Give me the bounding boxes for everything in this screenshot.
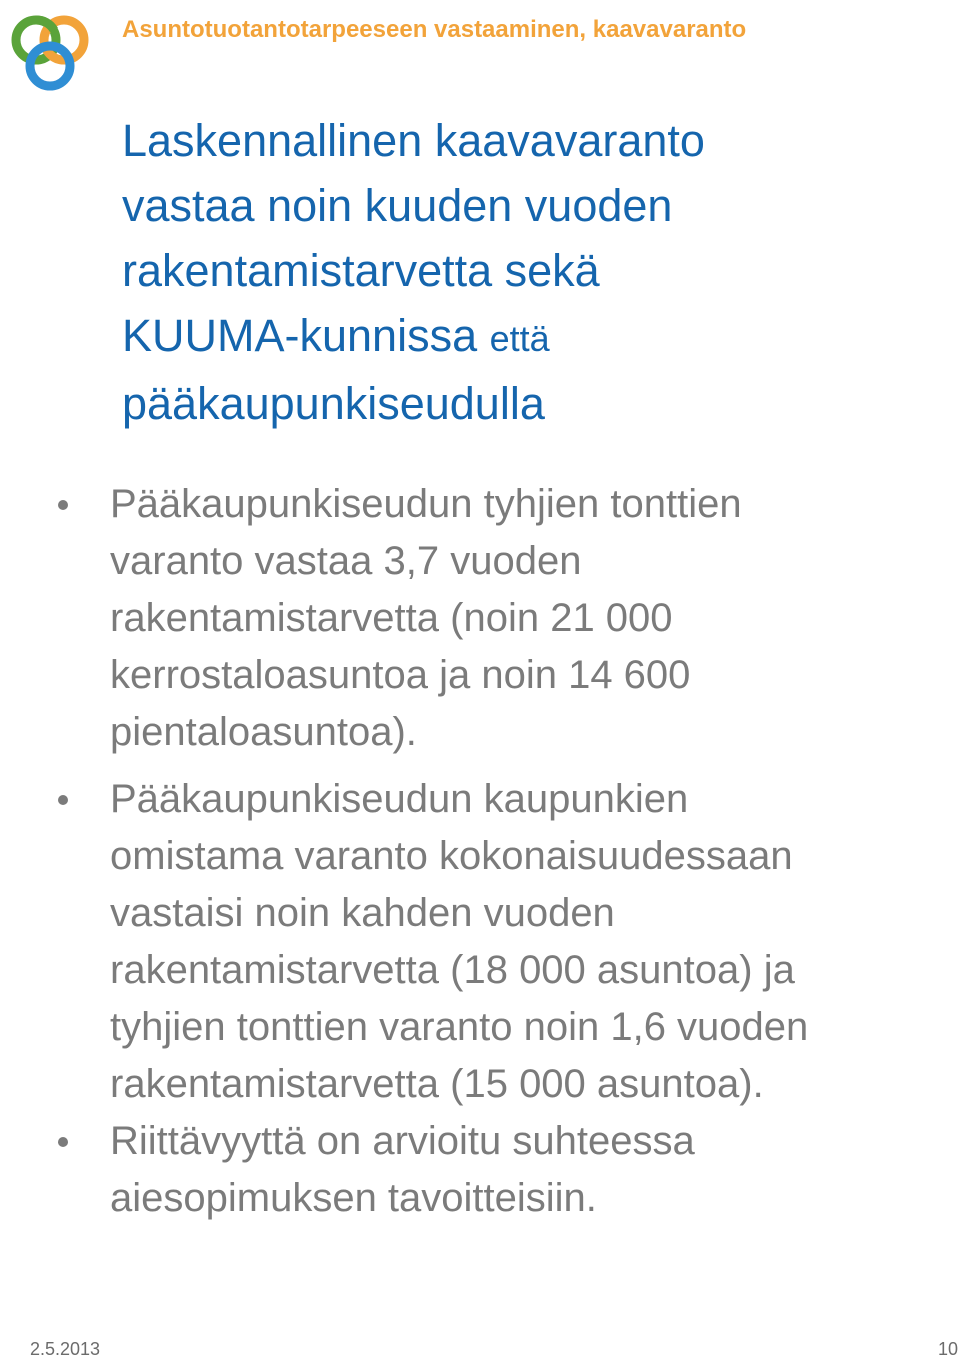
bullet-line: Pääkaupunkiseudun kaupunkien	[110, 777, 689, 821]
bullet-line: rakentamistarvetta (15 000 asuntoa).	[110, 1062, 764, 1106]
bullet-line: vastaisi noin kahden vuoden	[110, 891, 615, 935]
bullet-line: varanto vastaa 3,7 vuoden	[110, 539, 582, 583]
bullet-line: omistama varanto kokonaisuudessaan	[110, 834, 793, 878]
header-title: Asuntotuotantotarpeeseen vastaaminen, kaavavaranto	[122, 16, 747, 43]
title-line: pääkaupunkiseudulla	[122, 378, 545, 429]
bullet-line: tyhjien tonttien varanto noin 1,6 vuoden	[110, 1005, 809, 1049]
bullet-item	[58, 771, 938, 1113]
bullet-line: rakentamistarvetta (noin 21 000	[110, 596, 673, 640]
bullet-line: aiesopimuksen tavoitteisiin.	[110, 1176, 597, 1220]
bullet-line: Pääkaupunkiseudun tyhjien tonttien	[110, 482, 742, 526]
title-line-kuuma	[122, 303, 922, 371]
bullet-line: pientaloasuntoa).	[110, 710, 417, 754]
bullet-dot-icon	[58, 1137, 68, 1147]
title-line-part: että	[489, 318, 550, 359]
title-line: Laskennallinen kaavavaranto	[122, 115, 705, 166]
footer-date: 2.5.2013	[30, 1339, 101, 1359]
slide-title	[122, 108, 922, 436]
logo-icon	[6, 6, 98, 98]
bullet-dot-icon	[58, 795, 68, 805]
title-line-part: KUUMA-kunnissa	[122, 310, 478, 361]
bullet-item	[58, 476, 938, 761]
bullet-item	[58, 1113, 938, 1227]
bullet-list	[58, 476, 938, 1227]
bullet-line: rakentamistarvetta (18 000 asuntoa) ja	[110, 948, 795, 992]
page-number: 10	[937, 1339, 958, 1359]
bullet-dot-icon	[58, 500, 68, 510]
title-line: rakentamistarvetta sekä	[122, 245, 600, 296]
bullet-line: Riittävyyttä on arvioitu suhteessa	[110, 1119, 695, 1163]
title-line: vastaa noin kuuden vuoden	[122, 180, 673, 231]
bullet-line: kerrostaloasuntoa ja noin 14 600	[110, 653, 691, 697]
